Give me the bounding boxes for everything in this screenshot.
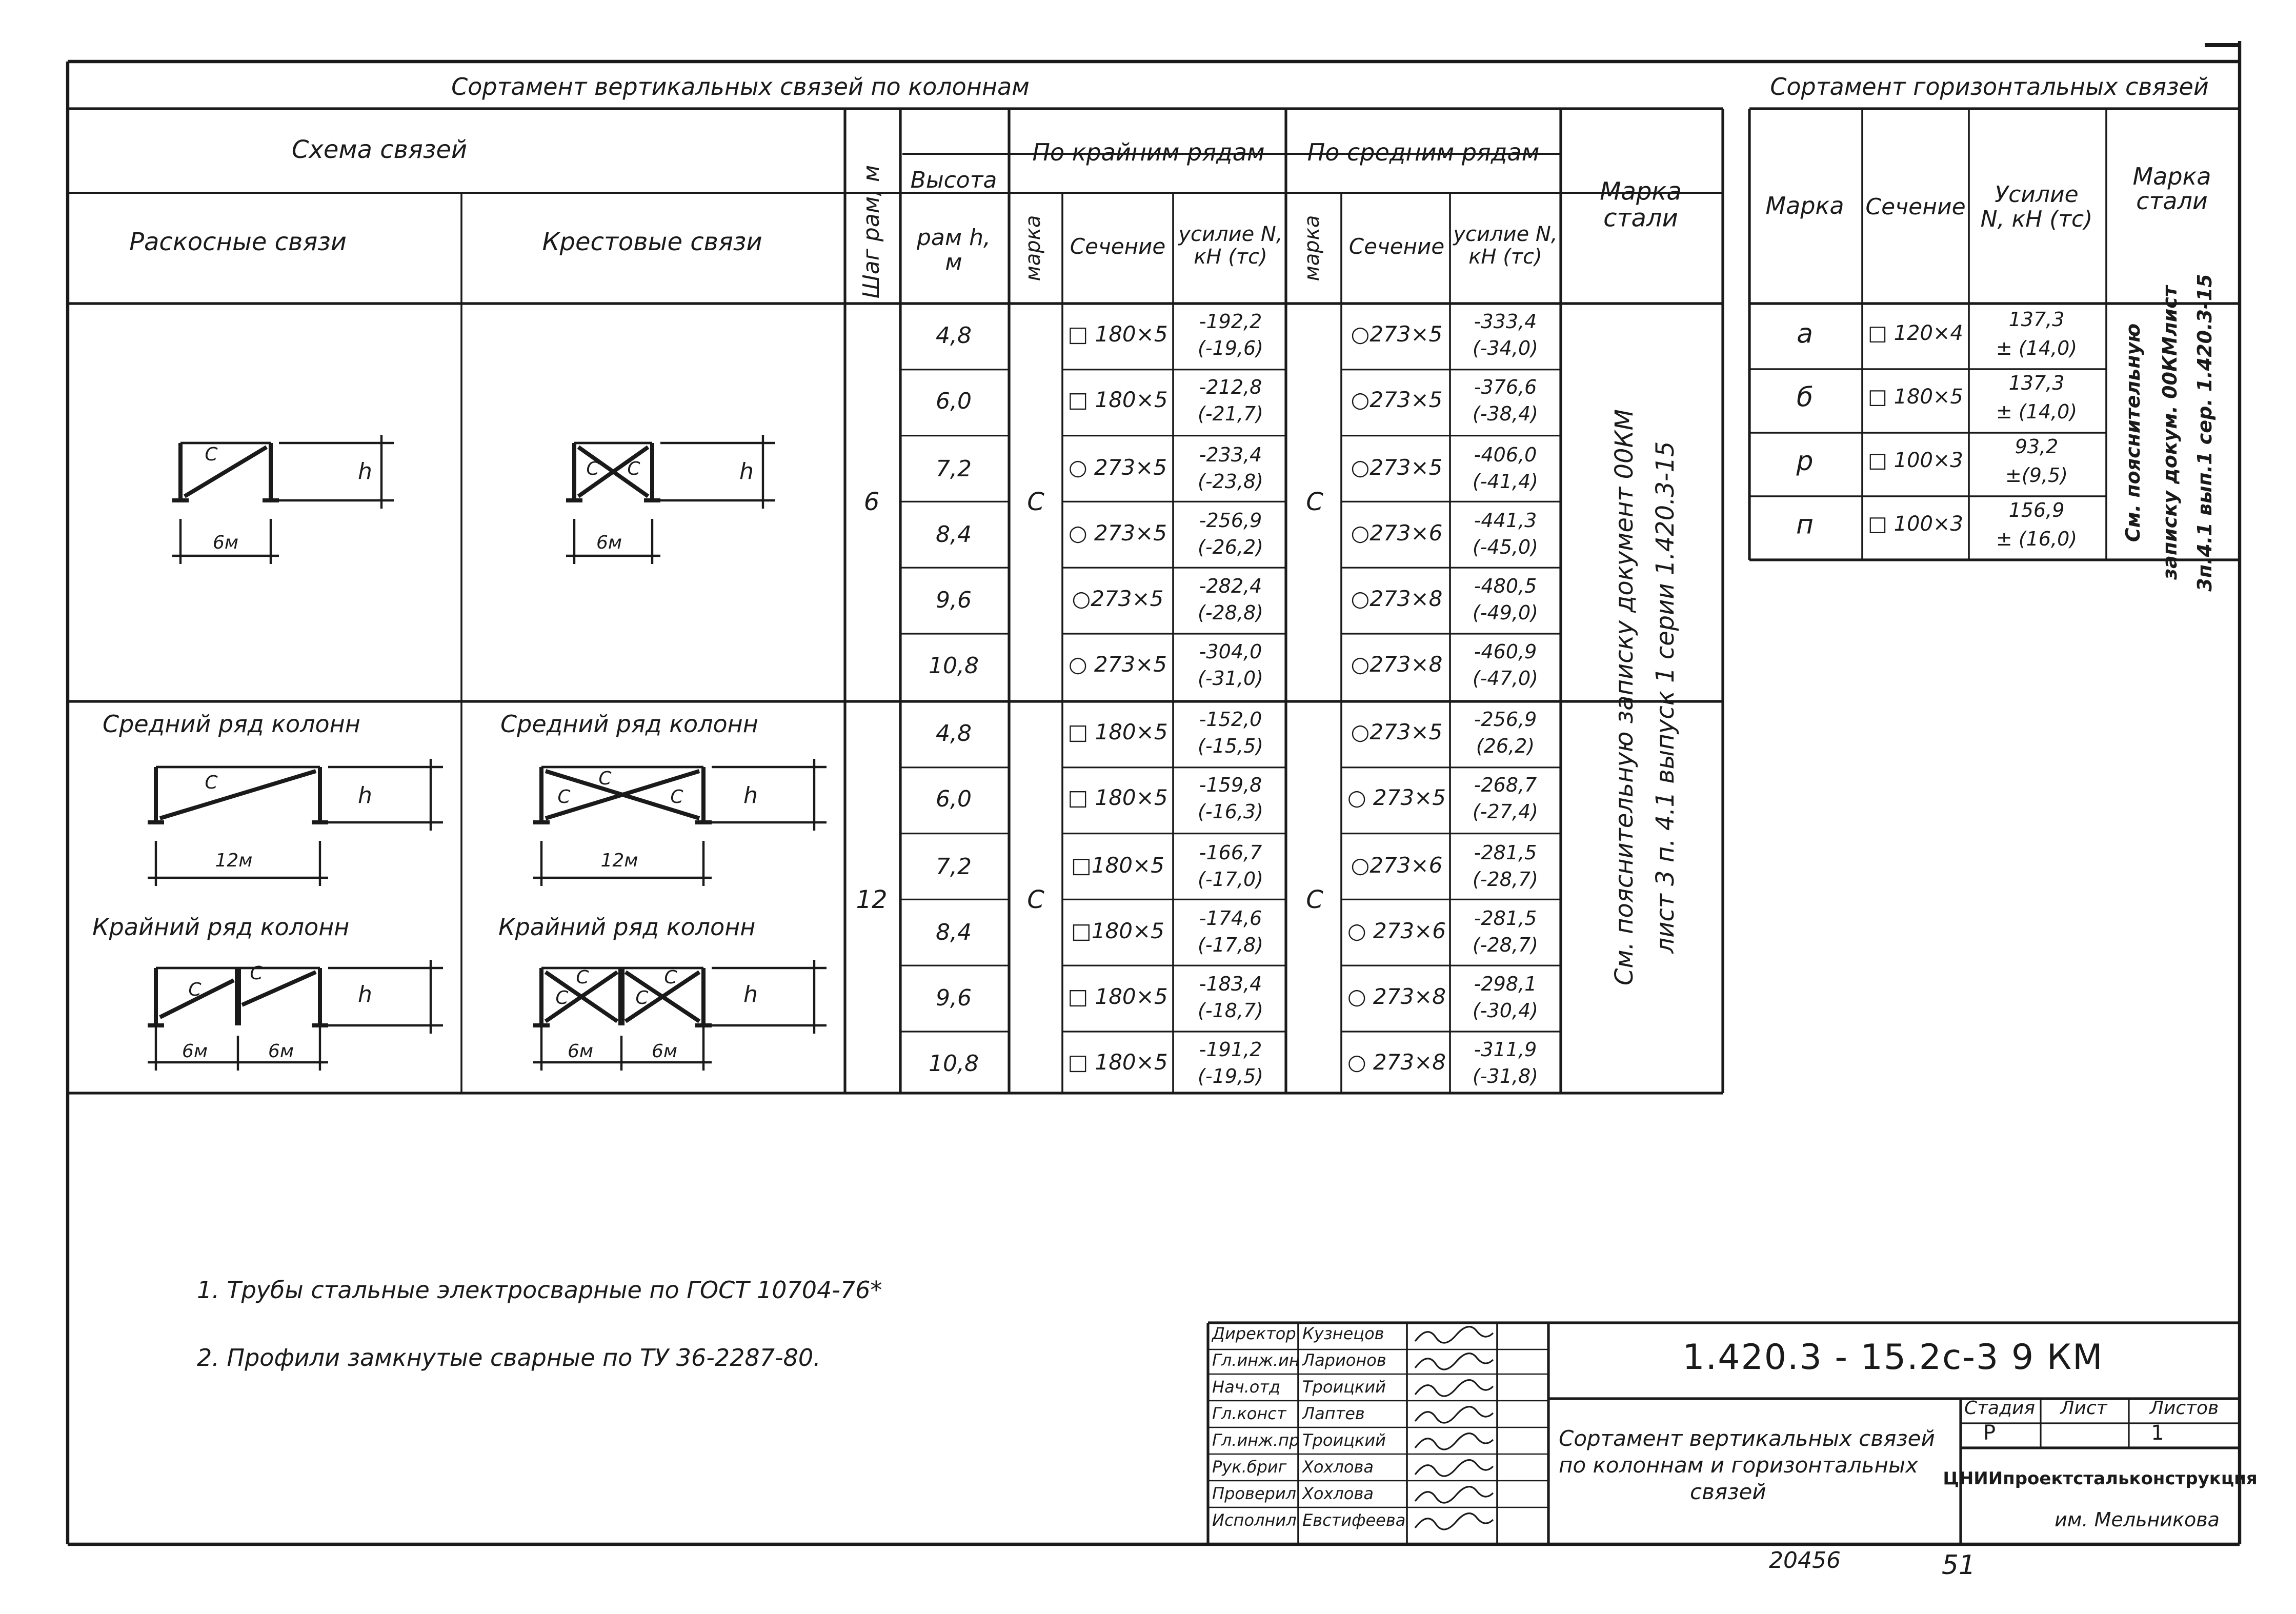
horizontal-force-kn: 156,9 (2008, 500, 2065, 523)
organization-subtitle: им. Мельникова (2055, 1510, 2220, 1532)
drawing-title-line-2: по колоннам и горизонтальных (1559, 1454, 1918, 1479)
middle-force-kn: -281,5 (1474, 842, 1537, 865)
horizontal-force-kn: 93,2 (2015, 437, 2059, 460)
middle-section-header: Сечение (1348, 235, 1445, 260)
middle-section: ○ 273×8 (1347, 985, 1446, 1010)
title-block-role: Рук.бриг (1212, 1457, 1287, 1476)
middle-force-tf: (-28,7) (1473, 934, 1538, 957)
outer-section: □ 180×5 (1068, 323, 1168, 348)
middle-section: ○273×5 (1351, 455, 1443, 480)
stage-value: Р (1983, 1423, 1996, 1446)
frame-height: 6,0 (936, 389, 972, 416)
outer-force-tf: (-26,2) (1198, 536, 1263, 559)
cross-braces-header: Крестовые связи (542, 228, 762, 256)
middle-section: ○273×5 (1351, 721, 1443, 746)
horizontal-steel-header: Марка стали (2132, 162, 2211, 215)
outer-section: □180×5 (1071, 853, 1164, 878)
outer-force-kn: -191,2 (1199, 1040, 1262, 1063)
middle-force-kn: -376,6 (1474, 378, 1537, 401)
frame-height-header-bottom: рам h, м (917, 224, 991, 275)
vertical-table-title: Сортамент вертикальных связей по колоннам (451, 72, 1030, 101)
outer-rows-header: По крайним рядам (1032, 138, 1265, 167)
title-block-name: Кузнецов (1302, 1324, 1384, 1342)
middle-force-tf: (-34,0) (1473, 338, 1538, 361)
outer-row-label-diagonal: Крайний ряд колонн (92, 913, 350, 941)
title-block-role: Директор (1212, 1324, 1296, 1342)
brace-label: С (670, 789, 683, 809)
span-label: 6м (182, 1043, 208, 1063)
drawing-title-line-1: Сортамент вертикальных связей (1559, 1427, 1935, 1452)
outer-section: □ 180×5 (1068, 985, 1168, 1010)
outer-force-tf: (-16,3) (1198, 802, 1263, 825)
outer-force-kn: -304,0 (1199, 642, 1262, 665)
outer-brace-mark: С (1027, 487, 1044, 516)
horizontal-steel-note-2: записку докум. 00КМлист (2160, 286, 2183, 580)
brace-label: С (598, 770, 612, 791)
outer-force-tf: (-23,8) (1198, 471, 1263, 494)
middle-section: ○ 273×5 (1347, 787, 1446, 812)
middle-section: ○273×8 (1351, 587, 1443, 612)
outer-section: ○273×5 (1072, 587, 1164, 612)
frame-height: 4,8 (936, 720, 972, 748)
horizontal-steel-note-3: 3п.4.1 вып.1 сер. 1.420.3-15 (2195, 274, 2218, 592)
middle-force-tf: (26,2) (1476, 736, 1535, 759)
title-block-name: Хохлова (1302, 1484, 1374, 1502)
steel-note-line-2: лист 3 п. 4.1 выпуск 1 серии 1.420.3-15 (1651, 441, 1680, 954)
horizontal-section-header: Сечение (1865, 194, 1966, 220)
drawing-code: 1.420.3 - 15.2с-3 9 КМ (1682, 1338, 2104, 1379)
middle-force-tf: (-41,4) (1473, 471, 1538, 494)
title-block-name: Хохлова (1302, 1457, 1374, 1476)
horizontal-force-header: Усилие N, кН (тс) (1980, 181, 2093, 232)
outer-row-label-cross: Крайний ряд колонн (498, 913, 756, 941)
middle-force-tf: (-38,4) (1473, 405, 1538, 428)
title-block-role: Гл.инж.ин (1212, 1350, 1300, 1369)
height-dim-label: h (358, 782, 372, 809)
drawing-title-line-3: связей (1690, 1481, 1766, 1505)
middle-section: ○273×5 (1351, 323, 1443, 348)
middle-force-kn: -406,0 (1474, 444, 1537, 467)
span-label: 6м (212, 534, 239, 555)
middle-force-kn: -441,3 (1474, 510, 1537, 533)
middle-section: ○ 273×8 (1347, 1051, 1446, 1076)
horizontal-force-tf: ±(9,5) (2005, 466, 2068, 489)
horizontal-section: □ 120×4 (1868, 324, 1963, 346)
brace-label: С (250, 965, 263, 985)
frame-height: 8,4 (936, 918, 972, 945)
middle-brace-mark: С (1306, 884, 1323, 914)
outer-force-kn: -282,4 (1199, 576, 1262, 599)
middle-force-tf: (-30,4) (1473, 1000, 1538, 1023)
middle-brace-mark: С (1306, 487, 1323, 516)
horizontal-mark: р (1796, 447, 1814, 478)
note-1: 1. Трубы стальные электросварные по ГОСТ 10704-76* (197, 1276, 882, 1304)
height-dim-label: h (739, 458, 754, 485)
title-block-role: Исполнил (1212, 1510, 1297, 1529)
outer-section: ○ 273×5 (1068, 455, 1167, 480)
outer-section: ○ 273×5 (1068, 521, 1167, 546)
outer-section: □ 180×5 (1068, 1051, 1168, 1076)
span-label: 12м (215, 852, 253, 873)
frame-height: 10,8 (929, 653, 979, 680)
organization-name: ЦНИИпроектстальконструкция (1943, 1470, 2258, 1490)
middle-force-kn: -460,9 (1474, 642, 1537, 665)
title-block-name: Троицкий (1302, 1430, 1386, 1449)
height-dim-label: h (743, 981, 758, 1008)
diagonal-braces-header: Раскосные связи (129, 228, 347, 256)
middle-section: ○273×6 (1351, 521, 1443, 546)
horizontal-mark: п (1796, 511, 1814, 542)
outer-section: ○ 273×5 (1068, 653, 1167, 678)
horizontal-force-kn: 137,3 (2008, 310, 2065, 333)
middle-force-kn: -256,9 (1474, 710, 1537, 733)
steel-note-line-1: См. пояснительную записку документ 00КМ (1610, 409, 1639, 986)
middle-force-kn: -333,4 (1474, 312, 1537, 335)
middle-section: ○273×8 (1351, 653, 1443, 678)
outer-section: □ 180×5 (1068, 721, 1168, 746)
sheets-label: Листов (2149, 1400, 2219, 1420)
middle-row-label-cross: Средний ряд колонн (500, 710, 758, 738)
outer-force-kn: -183,4 (1199, 974, 1262, 997)
frame-height: 9,6 (936, 984, 972, 1012)
title-block-name: Ларионов (1302, 1350, 1386, 1369)
span-label: 6м (651, 1043, 678, 1063)
horizontal-section: □ 180×5 (1868, 387, 1963, 410)
frame-height-header-top: Высота (910, 167, 997, 194)
steel-grade-header: Марка стали (1600, 177, 1682, 232)
outer-force-tf: (-31,0) (1198, 669, 1263, 692)
middle-force-kn: -298,1 (1474, 974, 1537, 997)
horizontal-mark: а (1797, 320, 1813, 351)
outer-section: □ 180×5 (1068, 389, 1168, 414)
outer-brace-mark: С (1027, 884, 1044, 914)
height-dim-label: h (358, 458, 372, 485)
middle-force-tf: (-28,7) (1473, 869, 1538, 892)
outer-section-header: Сечение (1070, 235, 1166, 260)
page-number: 51 (1941, 1551, 1976, 1582)
outer-force-tf: (-17,8) (1198, 934, 1263, 957)
frame-height: 8,4 (936, 520, 972, 548)
title-block-role: Гл.конст (1212, 1404, 1286, 1422)
middle-row-label-diagonal: Средний ряд колонн (103, 710, 360, 738)
horizontal-table-title: Сортамент горизонтальных связей (1770, 72, 2209, 101)
brace-label: С (635, 990, 649, 1010)
outer-force-tf: (-21,7) (1198, 405, 1263, 428)
note-2: 2. Профили замкнутые сварные по ТУ 36-2287-80. (197, 1343, 821, 1372)
span-label: 6м (567, 1043, 594, 1063)
outer-force-tf: (-19,6) (1198, 338, 1263, 361)
horizontal-force-kn: 137,3 (2008, 373, 2065, 396)
sheet-label: Лист (2060, 1400, 2107, 1420)
span-label: 12м (600, 852, 638, 873)
height-dim-label: h (743, 782, 758, 809)
middle-section: ○273×5 (1351, 389, 1443, 414)
height-dim-label: h (358, 981, 372, 1008)
outer-force-tf: (-28,8) (1198, 602, 1263, 626)
middle-force-kn: -311,9 (1474, 1040, 1537, 1063)
middle-force-tf: (-47,0) (1473, 669, 1538, 692)
brace-label: С (205, 774, 218, 795)
brace-label: С (664, 969, 677, 990)
horizontal-force-tf: ± (14,0) (1996, 402, 2078, 425)
middle-force-header: усилие N, кН (тс) (1453, 225, 1558, 269)
outer-force-tf: (-15,5) (1198, 736, 1263, 759)
frame-step: 12 (856, 884, 888, 914)
outer-force-header: усилие N, кН (тс) (1178, 225, 1283, 269)
horizontal-mark: б (1796, 384, 1814, 415)
horizontal-force-tf: ± (14,0) (1996, 338, 2078, 361)
title-block-name: Троицкий (1302, 1377, 1386, 1396)
middle-force-tf: (-49,0) (1473, 602, 1538, 626)
middle-force-tf: (-27,4) (1473, 802, 1538, 825)
outer-force-kn: -166,7 (1199, 842, 1262, 865)
title-block-role: Нач.отд (1212, 1377, 1281, 1396)
outer-force-kn: -152,0 (1199, 710, 1262, 733)
middle-force-kn: -480,5 (1474, 576, 1537, 599)
outer-section: □ 180×5 (1068, 787, 1168, 812)
middle-force-tf: (-45,0) (1473, 536, 1538, 559)
outer-section: □180×5 (1071, 919, 1164, 944)
frame-step: 6 (863, 487, 880, 516)
frame-height: 10,8 (929, 1051, 979, 1078)
brace-label: С (557, 789, 571, 809)
outer-force-kn: -192,2 (1199, 312, 1262, 335)
middle-force-kn: -268,7 (1474, 776, 1537, 799)
title-block-name: Лаптев (1302, 1404, 1365, 1422)
title-block-role: Гл.инж.пр (1212, 1430, 1300, 1449)
middle-force-tf: (-31,8) (1473, 1066, 1538, 1090)
outer-mark-header: марка (1023, 215, 1046, 281)
title-block-role: Проверил (1212, 1484, 1297, 1502)
middle-section: ○273×6 (1351, 853, 1443, 878)
horizontal-mark-header: Марка (1765, 191, 1844, 220)
outer-force-tf: (-19,5) (1198, 1066, 1263, 1090)
span-label: 6м (268, 1043, 294, 1063)
frame-height: 6,0 (936, 786, 972, 814)
archive-number: 20456 (1769, 1547, 1841, 1574)
frame-step-header: Шаг рам, м (858, 165, 885, 299)
middle-force-kn: -281,5 (1474, 907, 1537, 931)
outer-force-kn: -159,8 (1199, 776, 1262, 799)
brace-label: С (576, 969, 589, 990)
middle-rows-header: По средним рядам (1307, 138, 1540, 167)
brace-label: С (188, 981, 202, 1002)
horizontal-section: □ 100×3 (1868, 451, 1963, 473)
frame-height: 4,8 (936, 322, 972, 350)
brace-label: С (205, 446, 218, 467)
stage-label: Стадия (1964, 1400, 2036, 1420)
horizontal-steel-note-1: См. пояснительную (2123, 323, 2146, 542)
middle-mark-header: марка (1302, 215, 1325, 281)
frame-height: 7,2 (936, 454, 972, 481)
outer-force-kn: -233,4 (1199, 444, 1262, 467)
horizontal-force-tf: ± (16,0) (1996, 529, 2078, 552)
outer-force-kn: -174,6 (1199, 907, 1262, 931)
brace-label: С (555, 990, 569, 1010)
outer-force-kn: -256,9 (1199, 510, 1262, 533)
outer-force-tf: (-17,0) (1198, 869, 1263, 892)
frame-height: 7,2 (936, 852, 972, 879)
frame-height: 9,6 (936, 587, 972, 614)
brace-label: С (627, 460, 640, 481)
title-block-name: Евстифеева (1302, 1510, 1406, 1529)
middle-section: ○ 273×6 (1347, 919, 1446, 944)
outer-force-kn: -212,8 (1199, 378, 1262, 401)
brace-label: С (586, 460, 599, 481)
span-label: 6м (596, 534, 622, 555)
sheets-value: 1 (2151, 1423, 2164, 1446)
horizontal-section: □ 100×3 (1868, 514, 1963, 537)
scheme-header: Схема связей (291, 135, 468, 164)
outer-force-tf: (-18,7) (1198, 1000, 1263, 1023)
